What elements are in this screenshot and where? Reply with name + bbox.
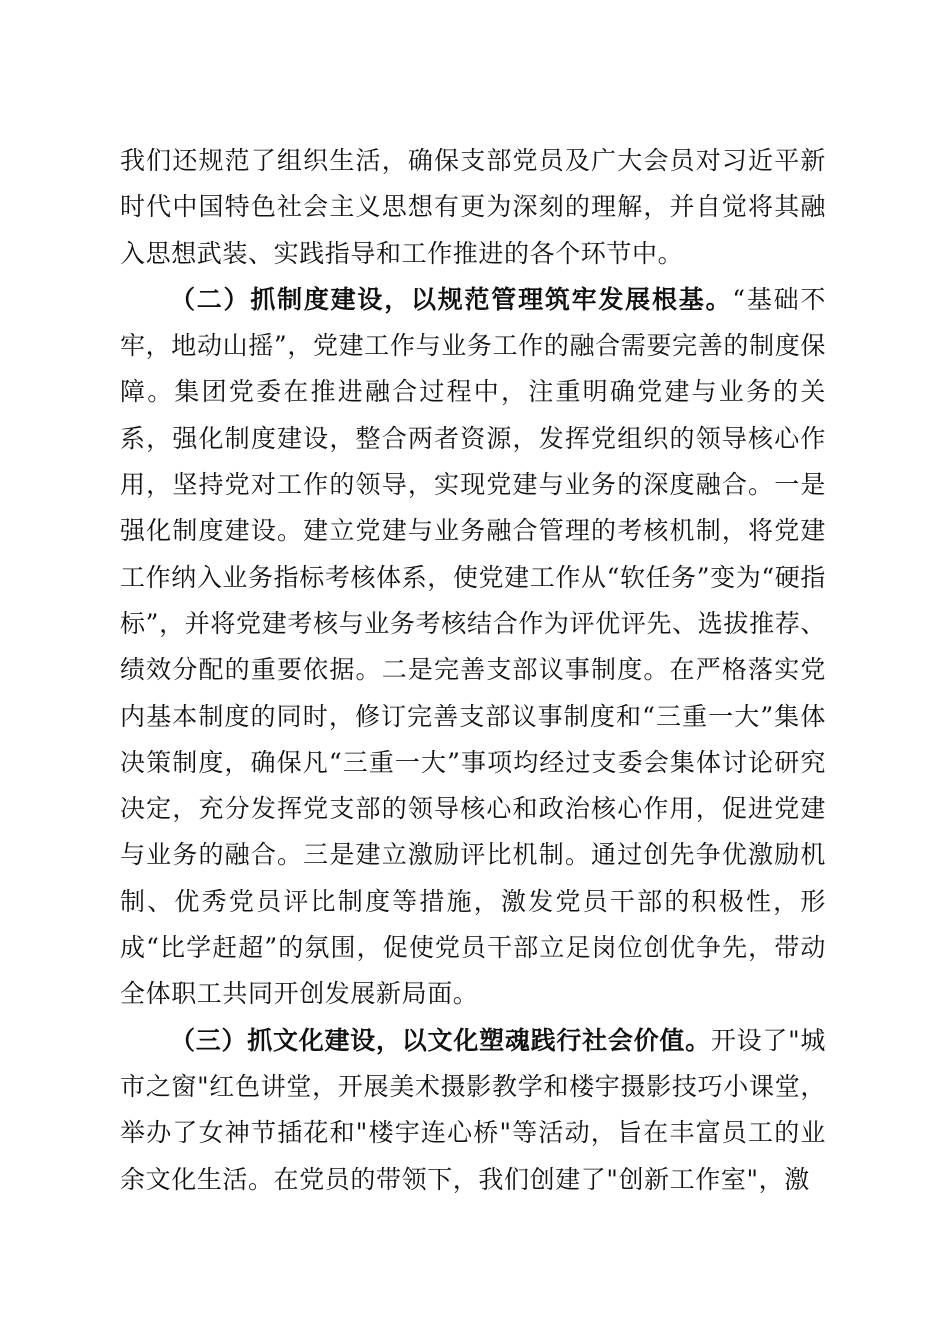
paragraph-1 [120, 138, 826, 277]
paragraph-2 [120, 277, 826, 1018]
paragraph-3-text: 开设了"城市之窗"红色讲堂，开展美术摄影教学和楼宇摄影技巧小课堂，举办了女神节插花和"楼宇连心桥"等活动，旨在丰富员工的业余文化生活。在党员的带领下，我们创建了"创新工作室"，激 [120, 1025, 826, 1194]
paragraph-1-text: 我们还规范了组织生活，确保支部党员及广大会员对习近平新时代中国特色社会主义思想有更为深刻的理解，并自觉将其融入思想武装、实践指导和工作推进的各个环节中。 [120, 146, 826, 268]
paragraph-3 [120, 1018, 826, 1203]
section-2-heading: （二）抓制度建设，以规范管理筑牢发展根基。 [170, 284, 733, 314]
body-text [120, 138, 826, 1203]
section-3-heading: （三）抓文化建设，以文化塑魂践行社会价值。 [170, 1025, 711, 1055]
paragraph-2-text: “基础不牢，地动山摇”，党建工作与业务工作的融合需要完善的制度保障。集团党委在推进融合过程中，注重明确党建与业务的关系，强化制度建设，整合两者资源，发挥党组织的领导核心作用，坚持党对工作的领导，实现党建与业务的深度融合。一是强化制度建设。建立党建与业务融合管理的考核机制，将党建工作纳入业务指标考核体系，使党建工作从“软任务”变为“硬指标”，并将党建考核与业务考核结合作为评优评先、选拔推荐、绩效分配的重要依据。二是完善支部议事制度。在严格落实党内基本制度的同时，修订完善支部议事制度和“三重一大”集体决策制度，确保凡“三重一大”事项均经过支委会集体讨论研究决定，充分发挥党支部的领导核心和政治核心作用，促进党建与业务的融合。三是建立激励评比机制。通过创先争优激励机制、优秀党员评比制度等措施，激发党员干部的积极性，形成“比学赶超”的氛围，促使党员干部立足岗位创优争先，带动全体职工共同开创发展新局面。 [120, 284, 826, 1009]
